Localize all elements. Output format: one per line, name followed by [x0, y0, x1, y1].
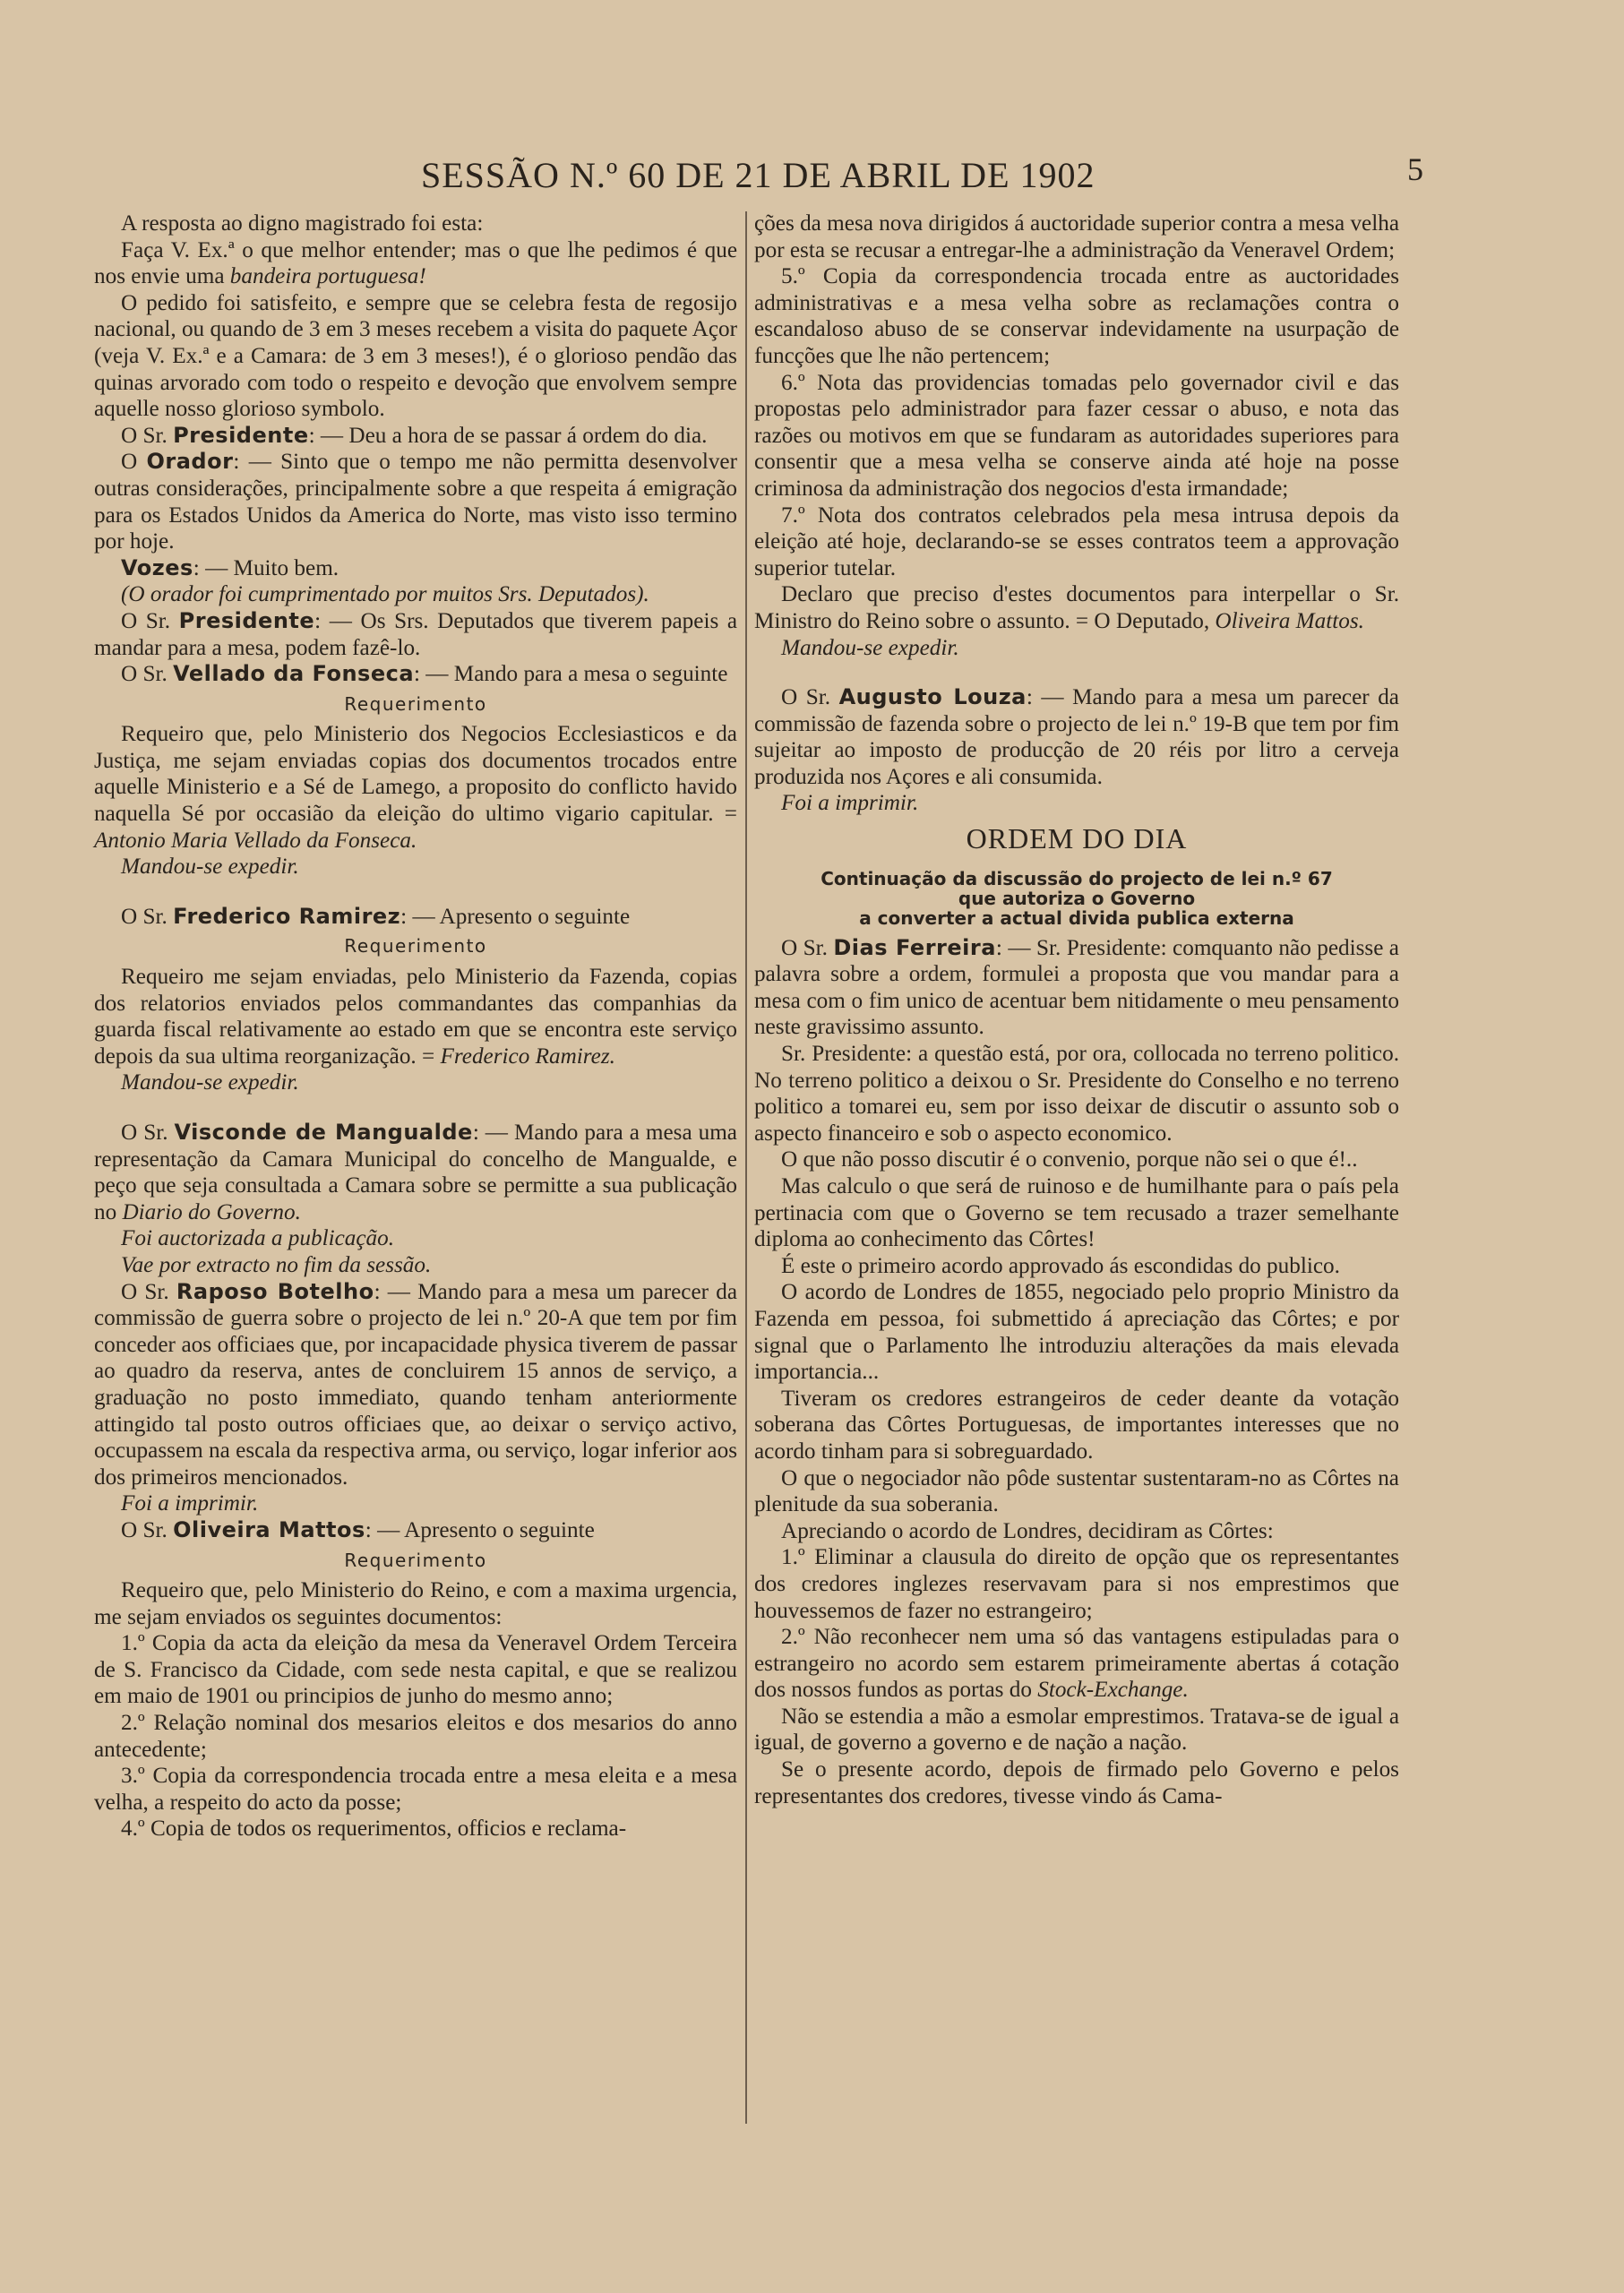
- speaker-name: Vellado da Fonseca: [173, 661, 415, 687]
- section-heading: ORDEM DO DIA: [966, 822, 1188, 855]
- speaker-name: Presidente: [173, 422, 309, 448]
- speech-vozes: Vozes: — Muito bem.: [121, 554, 339, 580]
- section-subheading: que autoriza o Governo: [958, 887, 1196, 909]
- page-number: 5: [1407, 151, 1424, 187]
- list-item: 2.º Não reconhecer nem uma só das vantagens estipuladas para o estrangeiro no acordo sem estarem primeiramente abertas á cotação dos nossos fundos as portas do Stock-Exchange.: [754, 1625, 1399, 1703]
- speaker-name: Frederico Ramirez: [173, 903, 401, 929]
- speech-mangualde: O Sr. Visconde de Mangualde: — Mando para a mesa uma representação da Camara Municipal do concelho de Mangualde, e peço que seja consultada a Camara sobre se permitte a sua publicação no Diario do Governo.: [94, 1120, 737, 1224]
- speaker-name: Dias Ferreira: [833, 934, 996, 960]
- paragraph: Mas calculo o que será de ruinoso e de humilhante para o país pela pertinacia com que o Governo se tem recusado a trazer semelhante diploma ao conhecimento das Côrtes!: [754, 1174, 1399, 1252]
- list-item: ções da mesa nova dirigidos á auctoridade superior contra a mesa velha por esta se recusar a entregar-lhe a administração da Veneravel Ordem;: [754, 211, 1399, 262]
- requerimento-heading: Requerimento: [344, 692, 487, 715]
- speech-ramirez: O Sr. Frederico Ramirez: — Apresento o seguinte: [121, 903, 631, 929]
- stage-note: (O orador foi cumprimentado por muitos Srs. Deputados).: [121, 582, 649, 607]
- column-divider: [745, 211, 747, 2124]
- left-column: [94, 210, 737, 1842]
- list-item: 6.º Nota das providencias tomadas pelo governador civil e das propostas pelo administrador para fazer cessar o abuso, e nota das razões ou motivos em que se fundaram as autoridades superiores para consentir que a mesa velha se conserve ainda até hoje na posse criminosa da administração dos negocios d'esta irmandade;: [754, 370, 1399, 501]
- list-item: 7.º Nota dos contratos celebrados pela mesa intrusa depois da eleição até hoje, declarando-se se esses contratos teem a approvação superior tutelar.: [754, 502, 1399, 580]
- requerimento-body: Requeiro que, pelo Ministerio do Reino, e com a maxima urgencia, me sejam enviados os seguintes documentos:: [94, 1578, 737, 1629]
- requerimento-body: Requeiro me sejam enviadas, pelo Ministerio da Fazenda, copias dos relatorios enviados pelos commandantes das companhias da guarda fiscal relativamente ao estado em que se encontra este serviço depois da sua ultima reorganização. = Frederico Ramirez.: [94, 965, 737, 1069]
- paragraph: Não se estendia a mão a esmolar emprestimos. Tratava-se de igual a igual, de governo a governo e de nação a nação.: [754, 1704, 1399, 1756]
- list-item: 4.º Copia de todos os requerimentos, officios e reclama-: [121, 1816, 627, 1842]
- stage-note: Vae por extracto no fim da sessão.: [121, 1252, 432, 1277]
- section-subheading: Continuação da discussão do projecto de lei n.º 67: [821, 867, 1333, 889]
- speaker-name: Vozes: [121, 554, 193, 580]
- paragraph: Tiveram os credores estrangeiros de ceder deante da votação soberana das Côrtes Portuguesas, de importantes interesses que no acordo tinham para si sobreguardado.: [754, 1386, 1399, 1464]
- stage-note: Mandou-se expedir.: [121, 1070, 299, 1095]
- requerimento-body: Requeiro que, pelo Ministerio dos Negocios Ecclesiasticos e da Justiça, me sejam enviadas copias dos documentos trocados entre aquelle Ministerio e a Sé de Lamego, a proposito do conflicto havido naquella Sé por occasião da eleição do ultimo vigario capitular. = Antonio Maria Vellado da Fonseca.: [94, 722, 737, 853]
- paragraph: Se o presente acordo, depois de firmado pelo Governo e pelos representantes dos credores, tivesse vindo ás Cama-: [754, 1757, 1399, 1808]
- speech-louza: O Sr. Augusto Louza: — Mando para a mesa um parecer da commissão de fazenda sobre o projecto de lei n.º 19-B que tem por fim sujeitar ao imposto de producção de 20 réis por litro a cerveja produzida nos Açores e ali consumida.: [754, 684, 1399, 789]
- stage-note: Mandou-se expedir.: [781, 635, 959, 660]
- paragraph: O acordo de Londres de 1855, negociado pelo proprio Ministro da Fazenda em pessoa, foi submettido á apreciação das Côrtes; e por signal que o Parlamento lhe introduziu alterações da mais elevada importancia...: [754, 1280, 1399, 1385]
- paragraph: Sr. Presidente: a questão está, por ora, collocada no terreno politico. No terreno politico a deixou o Sr. Presidente do Conselho e no terreno politico a tomarei eu, sem por isso deixar de discutir o assunto sob o aspecto financeiro e sob o aspecto economico.: [754, 1042, 1399, 1146]
- speaker-name: Orador: [146, 449, 234, 475]
- list-item: 1.º Copia da acta da eleição da mesa da Veneravel Ordem Terceira de S. Francisco da Cidade, com sede nesta capital, e que se realizou em maio de 1901 ou principios de junho do mesmo anno;: [94, 1631, 737, 1709]
- requerimento-heading: Requerimento: [344, 935, 487, 958]
- paragraph: É este o primeiro acordo approvado ás escondidas do publico.: [781, 1253, 1340, 1278]
- speech-vellado: O Sr. Vellado da Fonseca: — Mando para a mesa o seguinte: [121, 661, 728, 687]
- speech-dias-ferreira: O Sr. Dias Ferreira: — Sr. Presidente: comquanto não pedisse a palavra sobre a ordem, formulei a proposta que vou mandar para a mesa com o fim unico de acentuar bem nitidamente o meu pensamento neste gravissimo assunto.: [754, 934, 1399, 1040]
- list-item: 1.º Eliminar a clausula do direito de opção que os representantes dos credores inglezes reservavam para si nos emprestimos que houvessemos de fazer no estrangeiro;: [754, 1545, 1399, 1623]
- stage-note: Foi auctorizada a publicação.: [121, 1226, 395, 1251]
- section-subheading: a converter a actual divida publica externa: [859, 906, 1294, 929]
- paragraph: Declaro que preciso d'estes documentos para interpellar o Sr. Ministro do Reino sobre o assunto. = O Deputado, Oliveira Mattos.: [754, 582, 1399, 633]
- speech-oliveira: O Sr. Oliveira Mattos: — Apresento o seguinte: [121, 1516, 595, 1542]
- paragraph: O que não posso discutir é o convenio, porque não sei o que é!..: [781, 1147, 1358, 1172]
- stage-note: Foi a imprimir.: [121, 1491, 259, 1516]
- list-item: 5.º Copia da correspondencia trocada entre as auctoridades administrativas e a mesa velha sobre as reclamações contra o escandaloso abuso de se conservar indevidamente na usurpação de funcções que lhe não pertencem;: [754, 264, 1399, 368]
- stage-note: Foi a imprimir.: [781, 791, 919, 816]
- page-title: SESSÃO N.º 60 DE 21 DE ABRIL DE 1902: [421, 155, 1096, 195]
- stage-note: Mandou-se expedir.: [121, 855, 299, 880]
- speaker-name: Oliveira Mattos: [173, 1516, 365, 1542]
- requerimento-heading: Requerimento: [344, 1549, 487, 1571]
- speech-orador: O Orador: — Sinto que o tempo me não permitta desenvolver outras considerações, principalmente sobre a que respeita á emigração para os Estados Unidos da America do Norte, mas visto isso termino por hoje.: [94, 449, 737, 554]
- list-item: 2.º Relação nominal dos mesarios eleitos e dos mesarios do anno antecedente;: [94, 1711, 737, 1762]
- paragraph: O pedido foi satisfeito, e sempre que se celebra festa de regosijo nacional, ou quando de 3 em 3 meses recebem a visita do paquete Açor (veja V. Ex.ª e a Camara: de 3 em 3 meses!), é o glorioso pendão das quinas arvorado com todo o respeito e devoção que envolvem sempre aquelle nosso glorioso symbolo.: [94, 290, 737, 422]
- speaker-name: Augusto Louza: [838, 684, 1027, 710]
- speaker-name: Visconde de Mangualde: [174, 1120, 473, 1145]
- right-column: [754, 210, 1399, 1809]
- speech-presidente: O Sr. Presidente: — Deu a hora de se passar á ordem do dia.: [121, 422, 708, 448]
- speech-presidente: O Sr. Presidente: — Os Srs. Deputados que tiverem papeis a mandar para a mesa, podem fazê-lo.: [94, 607, 737, 660]
- paragraph: O que o negociador não pôde sustentar sustentaram-no as Côrtes na plenitude da sua soberania.: [754, 1465, 1399, 1517]
- speaker-name: Presidente: [178, 607, 315, 633]
- paragraph: A resposta ao digno magistrado foi esta:: [121, 211, 484, 236]
- paragraph: Faça V. Ex.ª o que melhor entender; mas o que lhe pedimos é que nos envie uma bandeira portuguesa!: [94, 237, 737, 289]
- list-item: 3.º Copia da correspondencia trocada entre a mesa eleita e a mesa velha, a respeito do acto da posse;: [94, 1764, 737, 1815]
- speech-raposo: O Sr. Raposo Botelho: — Mando para a mesa um parecer da commissão de guerra sobre o projecto de lei n.º 20-A que tem por fim conceder aos officiaes que, por incapacidade physica tiverem de passar ao quadro da reserva, antes de concluirem 15 annos de serviço, a graduação no posto immediato, quando tenham anteriormente attingido tal posto outros officiaes que, ao deixar o serviço activo, occupassem na escala da respectiva arma, ou serviço, logar inferior aos dos primeiros mencionados.: [94, 1278, 737, 1490]
- paragraph: Apreciando o acordo de Londres, decidiram as Côrtes:: [781, 1518, 1274, 1543]
- speaker-name: Raposo Botelho: [176, 1278, 374, 1304]
